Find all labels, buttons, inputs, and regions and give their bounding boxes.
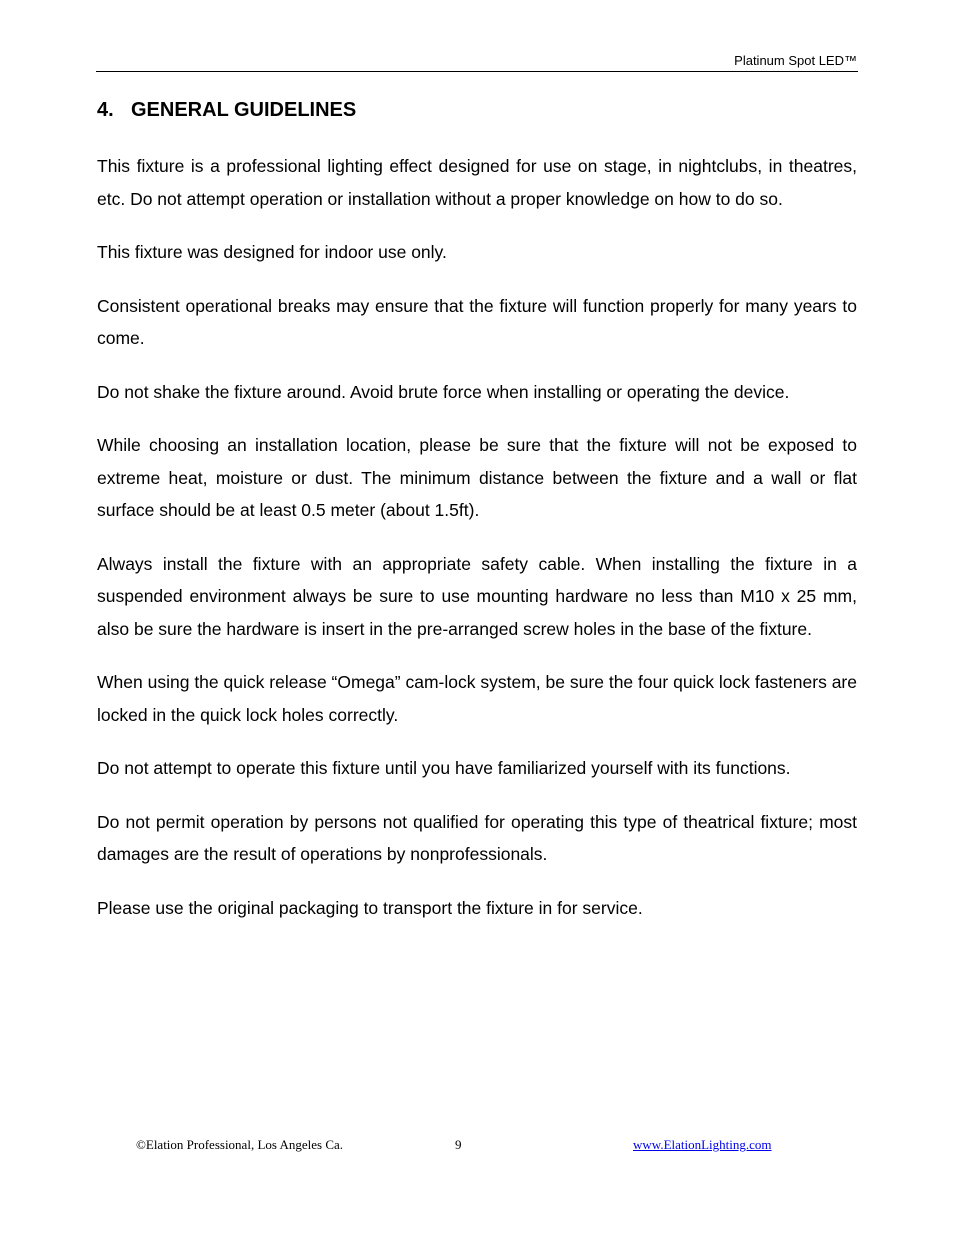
paragraph: Always install the fixture with an appropriate safety cable. When installing the fixture in a suspended environment always be sure to use mounting hardware no less than M10 x 25 mm, also be sure the hardware is insert in the pre-arranged screw holes in the base of the fixture. bbox=[97, 553, 857, 639]
paragraph: Do not permit operation by persons not qualified for operating this type of theatrical fixture; most damages are the result of operations by nonprofessionals. bbox=[97, 811, 857, 864]
footer-copyright: ©Elation Professional, Los Angeles Ca. bbox=[136, 1137, 344, 1152]
guidelines-body bbox=[97, 150, 857, 945]
page-number: 9 bbox=[455, 1137, 462, 1152]
paragraph: Do not shake the fixture around. Avoid brute force when installing or operating the device. bbox=[97, 381, 790, 402]
document-header-title: Platinum Spot LED™ bbox=[734, 53, 857, 68]
paragraph: Please use the original packaging to transport the fixture in for service. bbox=[97, 897, 643, 918]
paragraph: This fixture is a professional lighting effect designed for use on stage, in nightclubs, in theatres, etc. Do not attempt operation or installation without a proper knowledge on how to do so. bbox=[97, 156, 857, 209]
header-divider bbox=[96, 71, 858, 72]
paragraph: While choosing an installation location, please be sure that the fixture will not be exposed to extreme heat, moisture or dust. The minimum distance between the fixture and a wall or flat surface should be at least 0.5 meter (about 1.5ft). bbox=[97, 435, 857, 520]
paragraph: Consistent operational breaks may ensure that the fixture will function properly for many years to come. bbox=[97, 295, 857, 348]
section-number: 4. bbox=[97, 99, 114, 121]
paragraph: When using the quick release “Omega” cam-lock system, be sure the four quick lock fasteners are locked in the quick lock holes correctly. bbox=[97, 672, 857, 725]
section-title: GENERAL GUIDELINES bbox=[131, 99, 357, 121]
paragraph: Do not attempt to operate this fixture until you have familiarized yourself with its functions. bbox=[97, 758, 791, 778]
section-heading bbox=[97, 97, 356, 123]
paragraph: This fixture was designed for indoor use only. bbox=[97, 242, 447, 262]
website-link[interactable]: www.ElationLighting.com bbox=[633, 1137, 772, 1152]
